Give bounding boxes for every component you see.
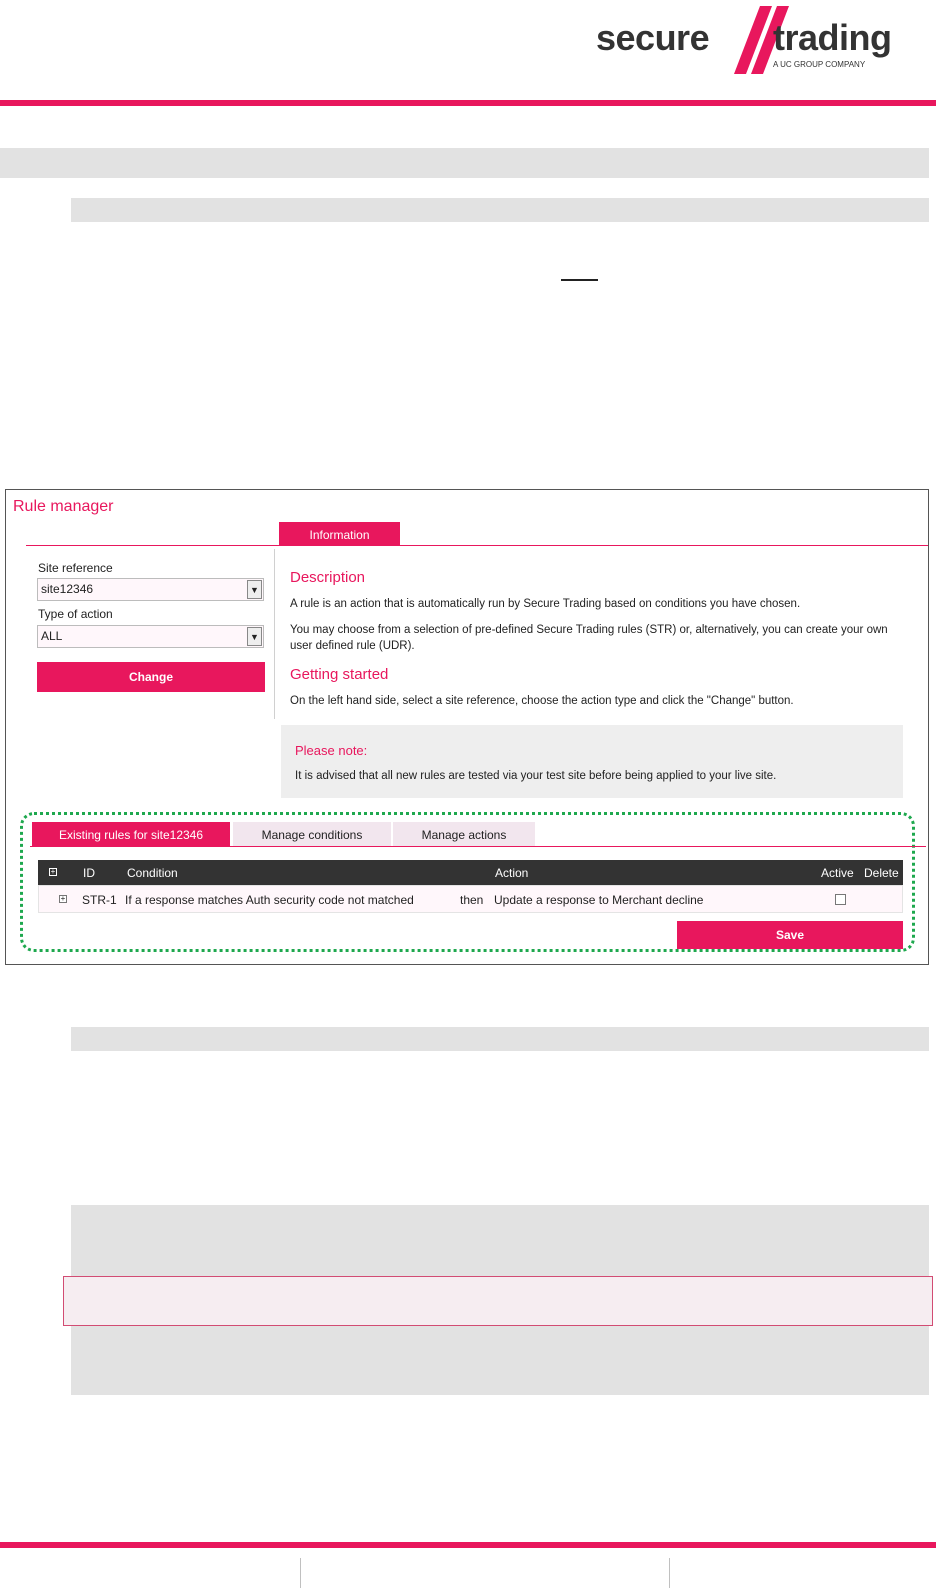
getting-started-text: On the left hand side, select a site reference, choose the action type and click the "Change" button. <box>290 695 794 707</box>
rule-action: Update a response to Merchant decline <box>494 893 704 907</box>
footer-divider <box>0 1542 936 1548</box>
action-type-label: Type of action <box>38 607 113 621</box>
logo-word-trading: trading <box>773 17 892 58</box>
logo-tagline: A UC GROUP COMPANY <box>773 60 866 69</box>
chevron-down-icon: ▼ <box>247 627 262 646</box>
tab-manage-actions[interactable]: Manage actions <box>393 822 535 846</box>
action-type-select[interactable] <box>37 625 264 648</box>
column-active: Active <box>821 866 854 880</box>
rule-id: STR-1 <box>82 893 117 907</box>
site-reference-value: site12346 <box>41 582 94 596</box>
panel-divider <box>274 549 275 719</box>
expand-row-icon[interactable]: + <box>60 894 66 903</box>
note-heading: Please note: <box>295 743 368 758</box>
underline-mark <box>561 279 598 281</box>
active-checkbox[interactable] <box>835 894 846 905</box>
description-text-2: You may choose from a selection of pre-defined Secure Trading rules (STR) or, alternatively, you can create your own user defined rule (UDR). <box>290 624 888 652</box>
section-heading-band <box>0 148 929 178</box>
site-reference-label: Site reference <box>38 561 113 575</box>
expand-all-icon[interactable]: + <box>50 867 56 876</box>
rule-manager-screenshot <box>5 489 929 965</box>
rule-manager-title: Rule manager <box>13 498 114 515</box>
subsection-heading-band-2 <box>71 1027 929 1051</box>
rule-condition: If a response matches Auth security code not matched <box>125 893 414 907</box>
description-text-1: A rule is an action that is automatically run by Secure Trading based on conditions you have chosen. <box>290 598 801 610</box>
description-heading: Description <box>290 569 366 586</box>
column-condition: Condition <box>127 866 178 880</box>
getting-started-heading: Getting started <box>290 666 389 683</box>
secure-trading-logo <box>596 6 922 76</box>
column-action: Action <box>495 866 529 880</box>
tab-manage-conditions[interactable]: Manage conditions <box>233 822 391 846</box>
site-reference-select[interactable] <box>37 578 264 601</box>
note-box <box>281 725 903 798</box>
subsection-heading-band <box>71 198 929 222</box>
tab-information[interactable]: Information <box>279 522 400 546</box>
footer-column-divider-2 <box>669 1558 670 1588</box>
action-type-value: ALL <box>41 629 63 643</box>
rule-then: then <box>460 893 484 907</box>
table-row <box>38 885 903 913</box>
header-divider <box>0 100 936 106</box>
rules-table-header <box>38 860 903 885</box>
save-button[interactable]: Save <box>677 921 903 949</box>
chevron-down-icon: ▼ <box>247 580 262 599</box>
logo-word-secure: secure <box>596 17 710 58</box>
warning-callout <box>63 1276 933 1326</box>
change-button[interactable]: Change <box>37 662 265 692</box>
footer-column-divider-1 <box>300 1558 301 1588</box>
column-id: ID <box>83 866 95 880</box>
note-text: It is advised that all new rules are tested via your test site before being applied to your live site. <box>295 770 777 782</box>
tab-existing-rules[interactable]: Existing rules for site12346 <box>32 822 230 846</box>
title-divider <box>26 545 928 546</box>
tabs-divider <box>30 846 926 847</box>
column-delete: Delete <box>864 866 899 880</box>
